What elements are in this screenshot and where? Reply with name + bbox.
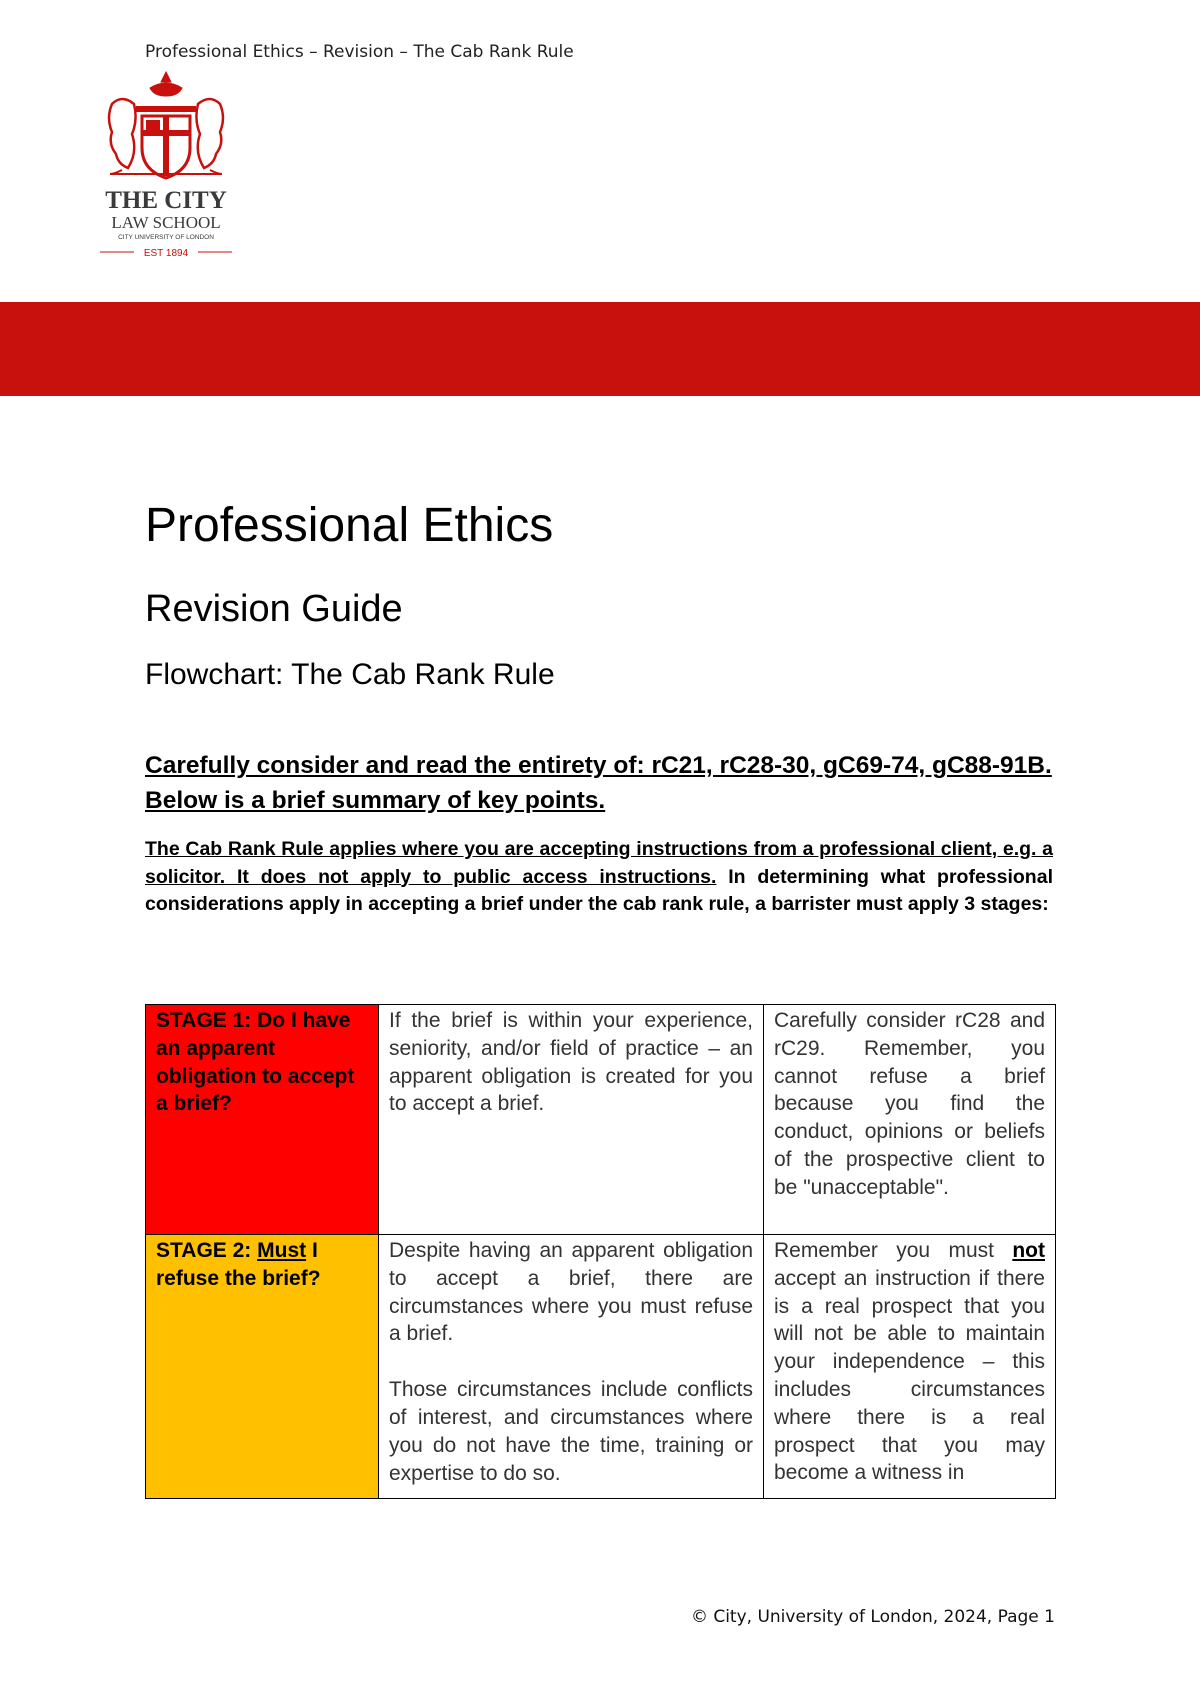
stage-note (764, 1005, 1056, 1235)
stage-question (146, 1005, 379, 1235)
stage-question-emphasis: Must (257, 1239, 307, 1262)
note-text: accept an instruction if there is a real prospect that you will not be able to maintain your independence – this includes circumstances where there is a real prospect that you may become a witness in (774, 1266, 1045, 1485)
note-text: Carefully consider rC28 and rC29. Remember, you cannot refuse a brief because you find the conduct, opinions or beliefs of the prospective client to be "unacceptable". (774, 1009, 1045, 1199)
stage-question-text: STAGE 1: Do I have an apparent obligation to accept a brief? (156, 1009, 355, 1116)
explanation-paragraph: If the brief is within your experience, seniority, and/or field of practice – an apparent obligation is created for you to accept a brief. (389, 1009, 753, 1116)
note-emphasis: not (1012, 1239, 1045, 1262)
page-footer: © City, University of London, 2024, Page 1 (690, 1607, 1055, 1627)
stage-question-text: STAGE 2: (156, 1239, 258, 1262)
stage-note (764, 1235, 1056, 1499)
flowchart-title: Flowchart: The Cab Rank Rule (145, 658, 555, 691)
intro-paragraph (145, 836, 1053, 919)
intro-underlined-text: The Cab Rank Rule applies where you are accepting instructions from a professional client, e.g. a solicitor. It does not apply to public access instructions. (145, 838, 1053, 888)
stage-question-text: I refuse the brief? (156, 1239, 321, 1290)
explanation-paragraph: Despite having an apparent obligation to accept a brief, there are circumstances where you must refuse a brief. (389, 1239, 753, 1346)
logo-line4: EST 1894 (143, 248, 189, 259)
stages-table (145, 1004, 1056, 1499)
note-text: Remember you must (774, 1239, 1013, 1262)
stage-explanation (379, 1235, 764, 1499)
header-red-band (0, 302, 1200, 396)
stage-question (146, 1235, 379, 1499)
logo-line3: CITY UNIVERSITY OF LONDON (118, 234, 214, 241)
intro-text: In determining what professional considerations apply in accepting a brief under the cab rank rule, a barrister must apply 3 stages: (145, 865, 1053, 915)
stage-explanation (379, 1005, 764, 1235)
page-title: Professional Ethics (145, 499, 554, 552)
logo-line2: LAW SCHOOL (111, 213, 221, 232)
crest-icon (109, 72, 223, 178)
explanation-paragraph: Those circumstances include conflicts of interest, and circumstances where you do not have the time, training or expertise to do so. (389, 1378, 753, 1485)
page-subtitle: Revision Guide (145, 588, 403, 630)
reading-instruction: Carefully consider and read the entirety of: rC21, rC28-30, gC69-74, gC88-91B. Below is a brief summary of key points. (145, 752, 1052, 814)
logo-line1: THE CITY (105, 187, 227, 214)
running-header: Professional Ethics – Revision – The Cab Rank Rule (145, 42, 574, 62)
stage-row (146, 1235, 1056, 1499)
stage-row (146, 1005, 1056, 1235)
city-law-school-logo (96, 70, 236, 260)
